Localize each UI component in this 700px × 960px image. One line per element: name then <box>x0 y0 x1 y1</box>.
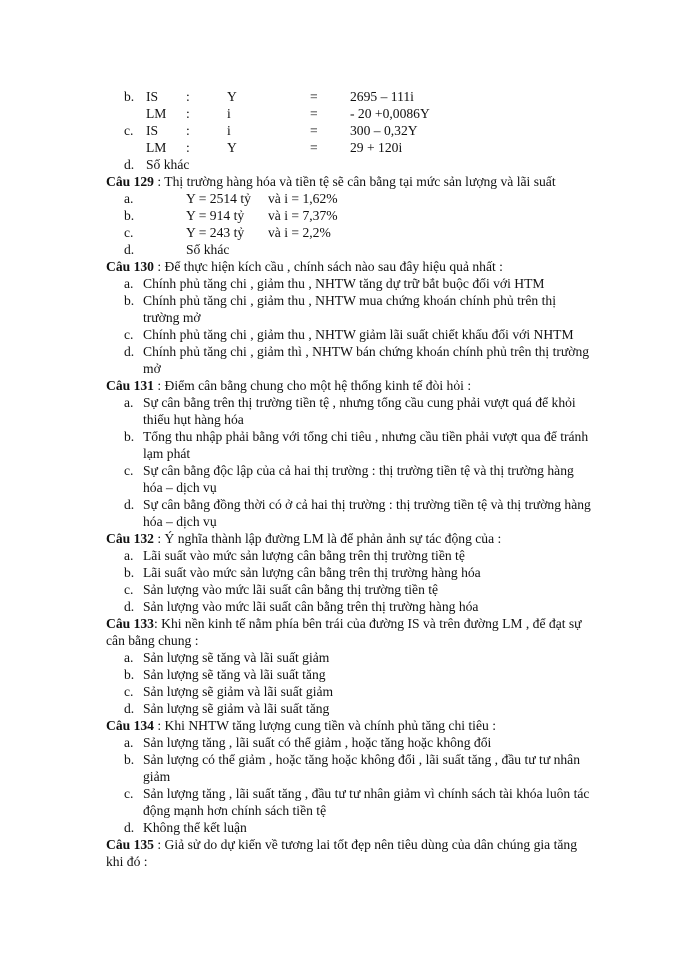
option-text: Tổng thu nhập phải bằng với tổng chi tiêu , nhưng cầu tiền phải vượt qua để tránh <box>143 429 589 444</box>
equation-var: Y <box>227 89 237 104</box>
option-letter: b. <box>124 565 135 580</box>
option-text: giảm <box>143 769 171 784</box>
option-letter: d. <box>124 701 135 716</box>
equation-value: 300 – 0,32Y <box>350 123 418 138</box>
equation-eq: = <box>310 106 318 121</box>
option-text: Sản lượng sẽ tăng và lãi suất tăng <box>143 667 326 682</box>
option-letter: c. <box>124 123 134 138</box>
option-letter: a. <box>124 735 134 750</box>
option-text: Sản lượng sẽ giảm và lãi suất giảm <box>143 684 334 699</box>
option-letter: d. <box>124 242 135 257</box>
question-130 <box>106 258 503 275</box>
option-letter: c. <box>124 684 134 699</box>
option-text: Sản lượng sẽ tăng và lãi suất giảm <box>143 650 330 665</box>
option-text: Chính phủ tăng chi , giảm thì , NHTW bán chứng khoán chính phủ trên thị trường <box>143 344 590 359</box>
question-text: : Giả sử do dự kiến về tương lai tốt đẹp nên tiêu dùng của dân chúng gia tăng <box>153 837 578 852</box>
option-letter: a. <box>124 276 134 291</box>
equation-eq: = <box>310 140 318 155</box>
question-label: Câu 133 <box>106 616 154 631</box>
question-131 <box>106 377 471 394</box>
option-text: Sản lượng vào mức lãi suất cân bằng trên thị trường hàng hóa <box>143 599 479 614</box>
option-text: Sản lượng tăng , lãi suất tăng , đầu tư tư nhân giảm vì chính sách tài khóa luôn tác <box>143 786 590 801</box>
question-label: Câu 129 <box>106 174 154 189</box>
equation-name: LM <box>146 106 167 121</box>
option-letter: d. <box>124 599 135 614</box>
equation-name: LM <box>146 140 167 155</box>
equation-name: IS <box>146 123 159 138</box>
option-letter: b. <box>124 293 135 308</box>
question-label: Câu 131 <box>106 378 154 393</box>
option-text: Không thể kết luận <box>143 820 247 835</box>
option-text: thiếu hụt hàng hóa <box>143 412 244 427</box>
option-text: Chính phủ tăng chi , giảm thu , NHTW tăng dự trữ bắt buộc đối với HTM <box>143 276 545 291</box>
question-text: : Khi nền kinh tế nằm phía bên trái của đường IS và trên đường LM , để đạt sự <box>153 616 582 631</box>
option-letter: d. <box>124 157 135 172</box>
option-output: Số khác <box>186 242 230 257</box>
option-letter: a. <box>124 650 134 665</box>
question-text-continued: cân bằng chung : <box>106 633 199 648</box>
question-text: : Khi NHTW tăng lượng cung tiền và chính phủ tăng chi tiêu : <box>153 718 496 733</box>
option-letter: b. <box>124 667 135 682</box>
option-letter: a. <box>124 191 134 206</box>
option-text: lạm phát <box>143 446 191 461</box>
equation-value: 29 + 120i <box>350 140 403 155</box>
question-text: : Để thực hiện kích cầu , chính sách nào sau đây hiệu quả nhất : <box>153 259 503 274</box>
option-letter: c. <box>124 327 134 342</box>
option-letter: b. <box>124 752 135 767</box>
option-letter: c. <box>124 582 134 597</box>
option-letter: c. <box>124 786 134 801</box>
option-text: Sản lượng tăng , lãi suất có thể giảm , hoặc tăng hoặc không đổi <box>143 735 492 750</box>
option-letter: b. <box>124 89 135 104</box>
option-letter: d. <box>124 344 135 359</box>
equation-eq: = <box>310 89 318 104</box>
option-letter: a. <box>124 395 134 410</box>
option-output: Y = 243 tỷ <box>186 225 245 240</box>
option-letter: b. <box>124 429 135 444</box>
option-letter: c. <box>124 463 134 478</box>
option-text: Lãi suất vào mức sản lượng cân bằng trên thị trường tiền tệ <box>143 548 465 563</box>
question-label: Câu 130 <box>106 259 154 274</box>
option-text: Sản lượng vào mức lãi suất cân bằng thị trường tiền tệ <box>143 582 439 597</box>
option-text: trường mở <box>143 310 201 325</box>
option-text: Sự cân bằng trên thị trường tiền tệ , nhưng tổng cầu cung phải vượt quá để khỏi <box>143 395 576 410</box>
equation-value: - 20 +0,0086Y <box>350 106 430 121</box>
equation-colon: : <box>186 106 190 121</box>
equation-colon: : <box>186 140 190 155</box>
option-rate: và i = 7,37% <box>268 208 338 223</box>
option-letter: a. <box>124 548 134 563</box>
option-text: Chính phủ tăng chi , giảm thu , NHTW mua chứng khoán chính phủ trên thị <box>143 293 556 308</box>
equation-value: 2695 – 111i <box>350 89 414 104</box>
question-135 <box>106 836 577 853</box>
option-text: Số khác <box>146 157 190 172</box>
option-letter: d. <box>124 497 135 512</box>
equation-var: i <box>227 123 231 138</box>
option-text: Sự cân bằng độc lập của cả hai thị trường : thị trường tiền tệ và thị trường hàng <box>143 463 574 478</box>
option-output: Y = 914 tỷ <box>186 208 245 223</box>
option-text: động mạnh hơn chính sách tiền tệ <box>143 803 327 818</box>
equation-colon: : <box>186 89 190 104</box>
question-132 <box>106 530 501 547</box>
option-text: hóa – dịch vụ <box>143 480 217 495</box>
option-text: Sản lượng sẽ giảm và lãi suất tăng <box>143 701 330 716</box>
option-letter: b. <box>124 208 135 223</box>
question-label: Câu 132 <box>106 531 154 546</box>
question-text-continued: khi đó : <box>106 854 148 869</box>
equation-var: Y <box>227 140 237 155</box>
option-letter: c. <box>124 225 134 240</box>
option-text: Sự cân bằng đồng thời có ở cả hai thị trường : thị trường tiền tệ và thị trường hàng <box>143 497 591 512</box>
option-rate: và i = 1,62% <box>268 191 338 206</box>
question-label: Câu 134 <box>106 718 154 733</box>
question-134 <box>106 717 496 734</box>
equation-var: i <box>227 106 231 121</box>
question-129 <box>106 173 556 190</box>
question-text: : Thị trường hàng hóa và tiền tệ sẽ cân bằng tại mức sản lượng và lãi suất <box>153 174 556 189</box>
option-letter: d. <box>124 820 135 835</box>
option-rate: và i = 2,2% <box>268 225 331 240</box>
question-label: Câu 135 <box>106 837 154 852</box>
option-text: Chính phủ tăng chi , giảm thu , NHTW giảm lãi suất chiết khấu đối với NHTM <box>143 327 574 342</box>
option-text: Lãi suất vào mức sản lượng cân bằng trên thị trường hàng hóa <box>143 565 481 580</box>
option-text: mở <box>143 361 161 376</box>
question-text: : Điểm cân bằng chung cho một hệ thống kinh tế đòi hỏi : <box>153 378 472 393</box>
equation-eq: = <box>310 123 318 138</box>
equation-colon: : <box>186 123 190 138</box>
option-text: hóa – dịch vụ <box>143 514 217 529</box>
option-text: Sản lượng có thể giảm , hoặc tăng hoặc không đổi , lãi suất tăng , đầu tư tư nhân <box>143 752 581 767</box>
option-output: Y = 2514 tỷ <box>186 191 251 206</box>
question-text: : Ý nghĩa thành lập đường LM là để phản ảnh sự tác động của : <box>153 531 502 546</box>
equation-name: IS <box>146 89 159 104</box>
question-133 <box>106 615 582 632</box>
